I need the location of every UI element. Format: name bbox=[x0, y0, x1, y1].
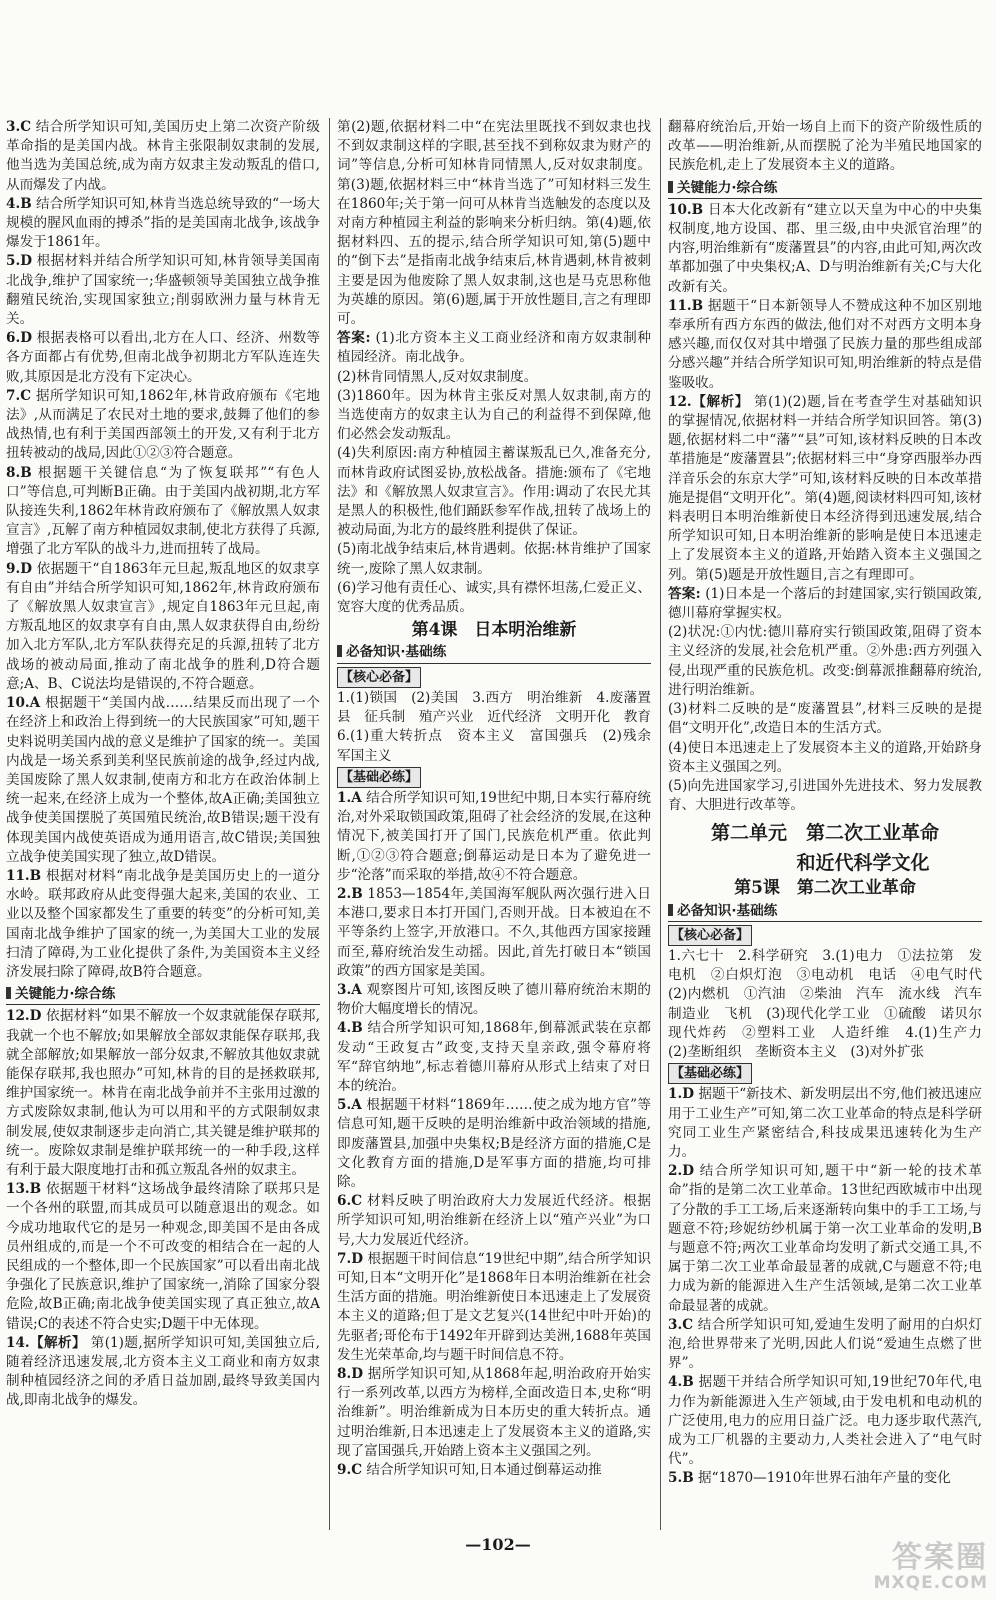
answer-paragraph bbox=[337, 1192, 651, 1250]
section-title: 关键能力·综合练 bbox=[677, 179, 778, 196]
answer-paragraph bbox=[668, 297, 982, 393]
answer-paragraph bbox=[337, 387, 651, 445]
answer-paragraph bbox=[6, 867, 320, 982]
answer-paragraph bbox=[6, 387, 320, 464]
question-number: 8.D bbox=[337, 1366, 363, 1382]
subsection-label: 【核心必备】 bbox=[337, 667, 421, 688]
answer-text: 依据材料“如果不解放一个奴隶就能保存联邦,我就一个也不解放;如果解放全部奴隶能保存联邦,我就全部解放;如果解放一部分奴隶,不解放其他奴隶就能保存联邦,我也照办”可知,林肯的目的是拯救联邦,维护国家统一。林肯在南北战争前并不主张用过激的方式废除奴隶制,他认为可以用和平的方式限制奴隶制发展,使奴隶制逐步走向消亡,其关键是维护联邦的统一。废除奴隶制是维护联邦统一的一种手段,这样有利于最大限度地打击和孤立叛乱各州的奴隶主。 bbox=[6, 1008, 320, 1178]
answer-paragraph bbox=[337, 329, 651, 367]
question-number: 10.A bbox=[6, 695, 41, 712]
answer-paragraph bbox=[668, 1373, 982, 1469]
answer-text: 结合所学知识可知,爱迪生发明了耐用的白炽灯泡,给世界带来了光明,因此人们说“爱迪生点燃了世界”。 bbox=[668, 1316, 982, 1372]
subsection-label: 【基础必练】 bbox=[668, 1063, 752, 1084]
watermark-text: 答案圈 bbox=[892, 1540, 988, 1575]
section-header bbox=[668, 902, 982, 922]
answer-paragraph bbox=[337, 789, 651, 885]
answer-paragraph bbox=[6, 329, 320, 387]
answer-paragraph bbox=[337, 1250, 651, 1365]
answer-paragraph bbox=[668, 1162, 982, 1316]
question-number: 5.B bbox=[668, 1470, 694, 1487]
column-right bbox=[668, 118, 996, 1532]
question-number: 4.B bbox=[668, 1374, 694, 1391]
answer-text: 据题干“日本新领导人不赞成这种不加区别地奉承所有西方东西的做法,他们对不对西方文明本身感兴趣,而仅仅对其中增强了民族力量的那些组成部分感兴趣”并结合所学知识可知,明治维新的特点是借鉴吸收。 bbox=[668, 297, 982, 391]
question-number: 2.D bbox=[668, 1163, 694, 1180]
question-number: 10.B bbox=[668, 201, 704, 218]
answer-text: 根据对材料“南北战争是美国历史上的一道分水岭。联邦政府从此变得强大起来,美国的农业、工业以及整个国家都发生了重要的转变”的分析可知,美国南北战争维护了国家的统一,为美国大工业的发展扫清了障碍,为工业化提供了条件,为美国资本主义经济发展扫除了障碍,故B符合题意。 bbox=[6, 867, 320, 980]
question-number: 答案: bbox=[337, 330, 371, 347]
subsection-label: 【核心必备】 bbox=[668, 925, 752, 946]
answer-paragraph bbox=[337, 689, 665, 766]
question-number: 答案: bbox=[668, 585, 701, 602]
answer-text: 根据题干“美国内战……结果反而出现了一个在经济上和政治上得到统一的大民族国家”可知,题干史料说明美国内战的意义是维护了国家的统一。美国内战是一场关系到美利坚民族前途的战争,经过内战,美国废除了黑人奴隶制,使南方和北方在政治体制上统一起来,在经济上成为一个整体,故A正确;美国独立战争使美国摆脱了英国殖民统治,故B错误;题干没有体现美国内战使英语成为通用语言,故C错误;美国独立战争使美国实现了独立,故D错误。 bbox=[6, 695, 321, 865]
column-left bbox=[6, 118, 320, 1532]
answer-paragraph bbox=[337, 368, 651, 387]
answer-text: 材料反映了明治政府大力发展近代经济。根据所学知识可知,明治维新在经济上以“殖产兴业”为口号,大力发展近代经济。 bbox=[337, 1193, 652, 1248]
answer-text: 据题干“新技术、新发明层出不穷,他们被迅速应用于工业生产”可知,第二次工业革命的特点是科学研究同工业生产紧密结合,科技成果迅速转化为生产力。 bbox=[668, 1086, 982, 1160]
answer-paragraph bbox=[668, 623, 982, 700]
section-header bbox=[337, 643, 651, 663]
answer-text: 翻幕府统治后,开始一场自上而下的资产阶级性质的改革——明治维新,从而摆脱了沦为半殖民地国家的民族危机,走上了发展资本主义的道路。 bbox=[668, 119, 982, 174]
answer-text: 根据题干时间信息“19世纪中期”,结合所学知识可知,日本“文明开化”是1868年日本明治维新在社会生活方面的措施。明治维新使日本迅速走上了发展资本主义的道路;但丁是文艺复兴(14世纪中叶开始)的先驱者;哥伦布于1492年开辟到达美洲,1688年英国发生光荣革命,均与题干时间信息不符。 bbox=[337, 1250, 651, 1363]
answer-paragraph bbox=[668, 777, 982, 815]
answer-paragraph bbox=[337, 1096, 651, 1192]
section-bar-icon bbox=[668, 904, 673, 916]
answer-text: (5)向先进国家学习,引进国外先进技术、努力发展教育、大胆进行改革等。 bbox=[668, 777, 982, 814]
answer-paragraph bbox=[668, 700, 982, 738]
question-number: 4.B bbox=[6, 195, 32, 212]
question-number: 1.D bbox=[668, 1086, 694, 1103]
answer-text: 第(1)题,据所学知识可知,美国独立后,随着经济迅速发展,北方资本主义工商业和南方奴隶制种植园经济之间的矛盾日益加剧,最终导致美国内战,即南北战争的爆发。 bbox=[6, 1334, 320, 1409]
answer-text: 根据题干关键信息“为了恢复联邦”“有色人口”等信息,可判断B正确。由于美国内战初期,北方军队接连失利,1862年林肯政府颁布了《解放黑人奴隶宣言》,瓦解了南方种植园奴隶制,使北方获得了兵源,增强了北方军队的战斗力,进而扭转了战局。 bbox=[6, 464, 320, 558]
question-number: 6.D bbox=[6, 330, 32, 347]
unit-title: 第二单元 第二次工业革命 bbox=[710, 822, 939, 845]
subsection-label: 【基础必练】 bbox=[337, 767, 421, 788]
answer-paragraph bbox=[668, 1469, 982, 1488]
question-number: 9.C bbox=[337, 1462, 363, 1479]
answer-paragraph bbox=[6, 1334, 320, 1411]
answer-text: 据题干并结合所学知识可知,19世纪70年代,电力作为新能源进入生产领域,由于发电机和电动机的广泛使用,电力的应用日益广泛。电力逐步取代蒸汽,成为工厂机器的主要动力,人类社会进入了“电气时代”。 bbox=[668, 1374, 982, 1468]
answer-paragraph bbox=[6, 560, 320, 694]
answer-paragraph bbox=[337, 118, 651, 329]
answer-paragraph bbox=[337, 540, 651, 578]
column-divider bbox=[660, 118, 661, 1530]
section-bar-icon bbox=[6, 987, 11, 999]
answer-paragraph bbox=[6, 252, 320, 329]
section-header bbox=[668, 179, 982, 199]
unit-title: 和近代科学文化 bbox=[720, 852, 930, 875]
answer-text: 第(1)(2)题,旨在考查学生对基础知识的掌握情况,依据材料一并结合所学知识回答。第(3)题,依据材料二中“藩”“县”可知,该材料反映的日本改革措施是“废藩置县”;依据材料三中“身穿西服举办西洋音乐会的东京大学”可知,该材料反映的日本改革措施是提倡“文明开化”。第(4)题,阅读材料四可知,该材料表明日本明治维新使日本经济得到迅速发展,结合所学知识可知,日本明治维新的影响是使日本迅速走上了发展资本主义的道路,开始踏入资本主义强国之列。第(5)题是开放性题目,言之有理即可。 bbox=[668, 393, 982, 583]
question-number: 7.C bbox=[6, 387, 32, 404]
column-divider bbox=[329, 118, 330, 1530]
answer-paragraph bbox=[6, 1180, 320, 1334]
answer-text: 1853—1854年,美国海军舰队两次强行进入日本港口,要求日本打开国门,否则开战。日本被迫在不平等条约上签字,开放港口。不久,其他西方国家接踵而至,幕府统治发生动摇。因此,首先打破日本“锁国政策”的西方国家是美国。 bbox=[337, 885, 651, 979]
answer-text: 据所学知识可知,从1868年起,明治政府开始实行一系列改革,以西方为榜样,全面改造日本,史称“明治维新”。明治维新成为日本历史的重大转折点。通过明治维新,日本迅速走上了发展资本主义的道路,实现了富国强兵,开始踏上资本主义强国之列。 bbox=[337, 1366, 651, 1459]
answer-paragraph bbox=[668, 201, 982, 297]
answer-text: 第(2)题,依据材料二中“在宪法里既找不到奴隶也找不到奴隶制这样的字眼,甚至找不到称奴隶为财产的词”等信息,分析可知林肯同情黑人,反对奴隶制度。第(3)题,依据材料三中“林肯当选了”可知材料三发生在1860年;关于第一问可从林肯当选触发的态度以及对南方种植园主利益的影响来分析归纳。第(4)题,依据材料四、五的提示,结合所学知识可知,第(5)题中的“倒下去”是指南北战争结束后,林肯遇刺,林肯被刺主要是因为他废除了黑人奴隶制,这也是马克思称他为英雄的原因。第(6)题,属于开放性题目,言之有理即可。 bbox=[337, 119, 651, 328]
answer-text: 根据材料并结合所学知识可知,林肯领导美国南北战争,维护了国家统一;华盛顿领导美国独立战争推翻殖民统治,实现国家独立;削弱欧洲力量与林肯无关。 bbox=[6, 253, 320, 328]
answer-paragraph bbox=[337, 885, 651, 981]
answer-text: (6)学习他有责任心、诚实,具有襟怀坦荡,仁爱正义、宽容大度的优秀品质。 bbox=[337, 579, 651, 616]
answer-text: 根据表格可以看出,北方在人口、经济、州数等各方面都占有优势,但南北战争初期北方军队连连失败,其原因是北方没有下定决心。 bbox=[6, 330, 320, 385]
column-middle bbox=[337, 118, 665, 1532]
answer-text: 结合所学知识可知,美国历史上第二次资产阶级革命指的是美国内战。林肯主张限制奴隶制的发展,他当选为美国总统,成为南方奴隶主发动叛乱的借口,从而爆发了内战。 bbox=[6, 119, 320, 193]
lesson-title: 第5课 第二次工业革命 bbox=[734, 878, 916, 899]
answer-text: 结合所学知识可知,日本通过倒幕运动推 bbox=[366, 1462, 602, 1479]
answer-text: (3)材料二反映的是“废藩置县”,材料三反映的是提倡“文明开化”,改造日本的生活方式。 bbox=[668, 701, 982, 737]
answer-text: 据所学知识可知,1862年,林肯政府颁布《宅地法》,从而满足了农民对土地的要求,鼓舞了他们的参战热情,也有利于美国西部领土的开发,又有利于北方扭转被动的战局,因此①②③符合题意。 bbox=[6, 387, 320, 462]
answer-text: 日本大化改新有“建立以天皇为中心的中央集权制度,地方设国、郡、里三级,由中央派官治理”的内容,明治维新有“废藩置县”的内容,由此可知,两次改革都加强了中央集权;A、D与明治维新有关;C与大化改新有关。 bbox=[668, 201, 982, 295]
question-number: 8.B bbox=[6, 464, 32, 481]
question-number: 11.B bbox=[6, 867, 42, 884]
question-number: 3.A bbox=[337, 981, 362, 998]
answer-text: (1)北方资本主义工商业经济和南方奴隶制种植园经济。南北战争。 bbox=[337, 330, 651, 366]
answer-text: (1)日本是一个落后的封建国家,实行锁国政策,德川幕府掌握实权。 bbox=[668, 585, 982, 622]
answer-paragraph bbox=[668, 393, 982, 585]
answer-paragraph bbox=[337, 1461, 651, 1480]
watermark-logo bbox=[828, 1542, 988, 1596]
page-number: —102— bbox=[465, 1535, 531, 1554]
answer-paragraph bbox=[668, 947, 996, 1062]
answer-paragraph bbox=[668, 118, 982, 176]
answer-text: 依据题干“自1863年元旦起,叛乱地区的奴隶享有自由”并结合所学知识可知,1862年,林肯政府颁布了《解放黑人奴隶宣言》,规定自1863年元旦起,南方叛乱地区的奴隶享有自由,黑人奴隶获得自由,纷纷加入北方军队,北方军队获得充足的兵源,扭转了北方战场的被动局面,推动了南北战争的胜利,D符合题意;A、B、C说法均是错误的,不符合题意。 bbox=[6, 560, 320, 692]
answer-text: (4)失利原因:南方种植园主蓄谋叛乱已久,准备充分,而林肯政府试图妥协,放松战备。措施:颁布了《宅地法》和《解放黑人奴隶宣言》。作用:调动了农民尤其是黑人的积极性,他们踊跃参军作战,扭转了战场上的被动局面,为北方的最终胜利提供了保证。 bbox=[337, 445, 651, 539]
section-bar-icon bbox=[337, 645, 342, 657]
answer-paragraph bbox=[337, 579, 651, 617]
question-number: 3.C bbox=[6, 119, 32, 135]
answer-paragraph bbox=[6, 464, 320, 560]
answer-text: 结合所学知识可知,1868年,倒幕派武装在京都发动“王政复古”政变,支持天皇亲政,强令幕府将军“辞官纳地”,标志着德川幕府从形式上结束了对日本的统治。 bbox=[337, 1020, 651, 1094]
question-number: 12.【解析】 bbox=[668, 393, 750, 410]
answer-text: 根据题干材料“1869年……使之成为地方官”等信息可知,题干反映的是明治维新中政治领域的措施,即废藩置县,加强中央集权;B是经济方面的措施,C是文化教育方面的措施,D是军事方面的措施,均可排除。 bbox=[337, 1097, 651, 1190]
answer-text: 1.六七十 2.科学研究 3.(1)电力 ①法拉第 发电机 ②白炽灯泡 ③电动机 电话 ④电气时代 (2)内燃机 ①汽油 ②柴油 汽车 流水线 汽车制造业 飞机 (3)现代化学工业 ①硫酸 诺贝尔 现代炸药 ②塑料工业 人造纤维 4.(1)生产力 (2)垄断组织 垄断资本主义 (3)对外扩张 bbox=[668, 947, 996, 1060]
answer-text: 观察图片可知,该图反映了德川幕府统治末期的物价大幅度增长的情况。 bbox=[337, 981, 651, 1018]
answer-text: 1.(1)锁国 (2)美国 3.西方 明治维新 4.废藩置县 征兵制 殖产兴业 近代经济 文明开化 教育 6.(1)重大转折点 资本主义 富国强兵 (2)残余 军国主义 bbox=[337, 689, 665, 764]
section-title: 必备知识·基础练 bbox=[677, 902, 778, 919]
question-number: 5.A bbox=[337, 1097, 362, 1114]
answer-paragraph bbox=[668, 739, 982, 777]
answer-paragraph bbox=[6, 118, 320, 195]
question-number: 5.D bbox=[6, 253, 32, 270]
answer-paragraph bbox=[337, 1019, 651, 1096]
question-number: 6.C bbox=[337, 1193, 363, 1210]
answer-text: (5)南北战争结束后,林肯遇刺。依据:林肯维护了国家统一,废除了黑人奴隶制。 bbox=[337, 541, 651, 577]
section-title: 必备知识·基础练 bbox=[346, 644, 447, 661]
answer-text: 结合所学知识可知,19世纪中期,日本实行幕府统治,对外采取锁国政策,阻碍了社会经济的发展,在这种情况下,被美国打开了国门,民族危机严重。依此判断,①②③符合题意;倒幕运动是日本为了避免进一步“沦落”而采取的举措,故④不符合题意。 bbox=[337, 789, 651, 883]
section-title: 关键能力·综合练 bbox=[15, 986, 116, 1003]
answer-paragraph bbox=[337, 981, 651, 1019]
watermark-url: MXQE.COM bbox=[873, 1573, 988, 1593]
answer-text: 据“1870—1910年世界石油年产量的变化 bbox=[698, 1470, 951, 1487]
answer-text: (2)林肯同情黑人,反对奴隶制度。 bbox=[337, 368, 538, 385]
answer-text: (4)使日本迅速走上了发展资本主义的道路,开始跻身资本主义强国之列。 bbox=[668, 739, 982, 775]
answer-paragraph bbox=[6, 694, 320, 867]
answer-text: (2)状况:①内忧:德川幕府实行锁国政策,阻碍了资本主义经济的发展,社会危机严重。②外患:西方列强入侵,出现严重的民族危机。改变:倒幕派推翻幕府统治,进行明治维新。 bbox=[668, 624, 982, 698]
question-number: 2.B bbox=[337, 885, 363, 902]
answer-paragraph bbox=[668, 1316, 982, 1374]
answer-paragraph bbox=[668, 1085, 982, 1162]
answer-text: (3)1860年。因为林肯主张反对黑人奴隶制,南方的当选使南方的奴隶主认为自己的利益得不到保障,他们必然会发动叛乱。 bbox=[337, 387, 651, 443]
answer-paragraph bbox=[668, 585, 982, 623]
question-number: 9.D bbox=[6, 560, 32, 577]
answer-paragraph bbox=[337, 444, 651, 540]
question-number: 4.B bbox=[337, 1020, 363, 1037]
answer-text: 结合所学知识可知,林肯当选总统导致的“一场大规模的腥风血雨的搏杀”指的是美国南北战争,该战争爆发于1861年。 bbox=[6, 195, 320, 251]
question-number: 1.A bbox=[337, 789, 362, 806]
question-number: 13.B bbox=[6, 1181, 42, 1198]
question-number: 12.D bbox=[6, 1008, 42, 1025]
section-bar-icon bbox=[668, 181, 673, 193]
answer-text: 结合所学知识可知,题干中“新一轮的技术革命”指的是第二次工业革命。13世纪西欧城市中出现了分散的手工工场,后来逐渐转向集中的手工工场,与题意不符;珍妮纺纱机属于第一次工业革命的发明,B与题意不符;两次工业革命均发明了新式交通工具,不属于第二次工业革命最显著的成就,C与题意不符;电力成为新的能源进入生产生活领域,是第二次工业革命最显著的成就。 bbox=[668, 1163, 982, 1314]
question-number: 11.B bbox=[668, 297, 704, 314]
question-number: 3.C bbox=[668, 1316, 694, 1333]
lesson-title: 第4课 日本明治维新 bbox=[411, 620, 577, 641]
answer-paragraph bbox=[6, 195, 320, 253]
answer-paragraph bbox=[6, 1007, 320, 1180]
question-number: 7.D bbox=[337, 1250, 363, 1267]
section-header bbox=[6, 985, 320, 1005]
question-number: 14.【解析】 bbox=[6, 1334, 87, 1351]
answer-paragraph bbox=[337, 1365, 651, 1461]
answer-text: 依据题干材料“这场战争最终清除了联邦只是一个各州的联盟,而其成员可以随意退出的观念。如今成功地取代它的是另一种观念,即美国不是由各成员州组成的,而是一个不可改变的相结合在一起的人民组成的一个整体,即一个民族国家”可以看出南北战争强化了民族意识,维护了国家统一,消除了国家分裂危险,故B正确;南北战争使美国实现了真正独立,故A错误;C的表述不符合史实;D题干中无体现。 bbox=[6, 1181, 320, 1332]
